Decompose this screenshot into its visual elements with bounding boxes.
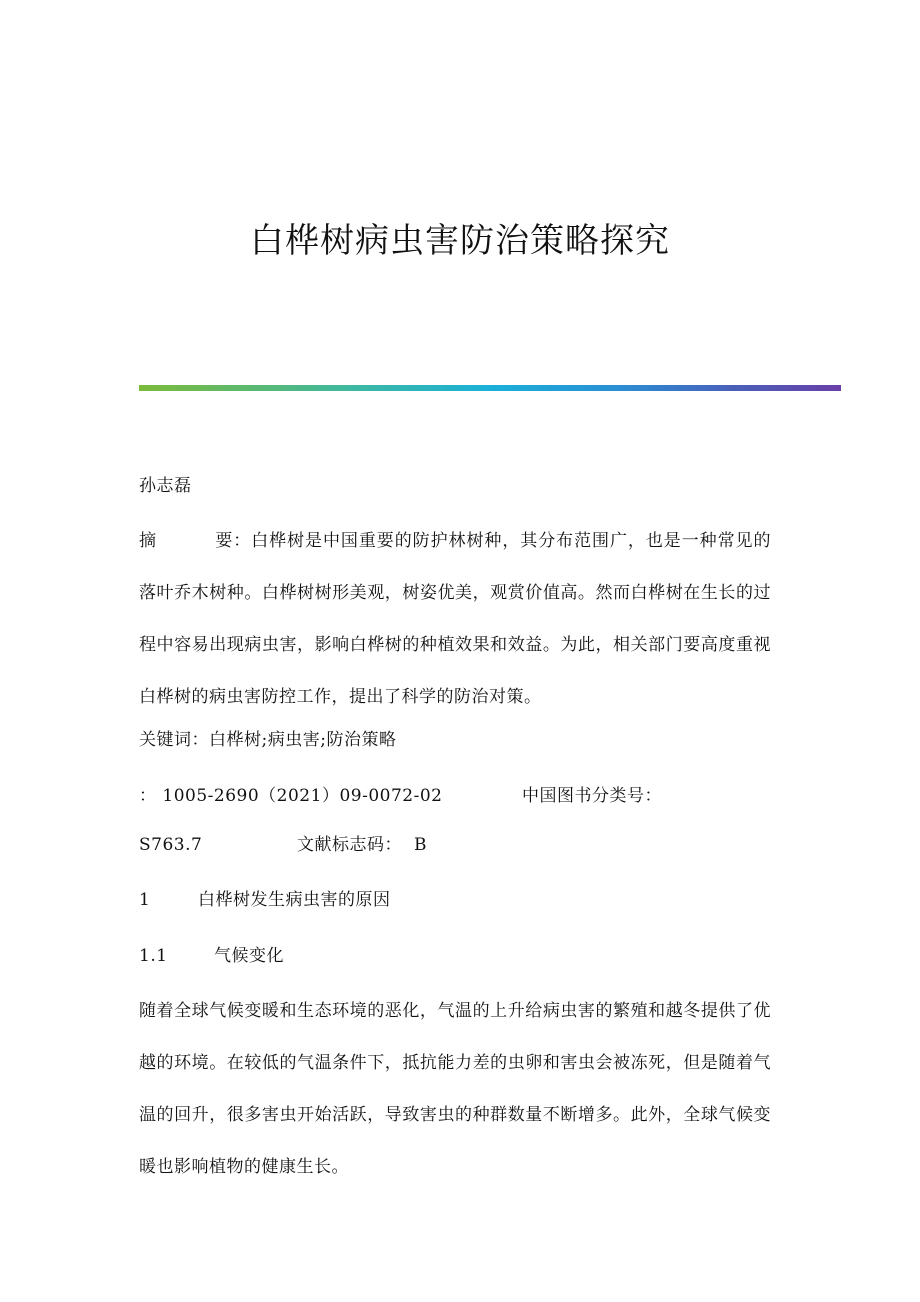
keywords-line: 关键词：白桦树;病虫害;防治策略: [139, 730, 397, 750]
abstract-text: 白桦树是中国重要的防护林树种，其分布范围广，也是一种常见的落叶乔木树种。白桦树树形美观，树姿优美，观赏价值高。然而白桦树在生长的过程中容易出现病虫害，影响白桦树的种植效果和效益。为此，相关部门要高度重视白桦树的病虫害防控工作，提出了科学的防治对策。: [139, 531, 771, 707]
section-1-1-title: 气候变化: [214, 946, 284, 966]
section-1-title: 白桦树发生病虫害的原因: [198, 890, 391, 910]
section-1-1-number: 1.1: [139, 946, 168, 966]
clc-value: S763.7: [139, 835, 203, 855]
body-paragraph: 随着全球气候变暖和生态环境的恶化，气温的上升给病虫害的繁殖和越冬提供了优越的环境。在较低的气温条件下，抵抗能力差的虫卵和害虫会被冻死，但是随着气温的回升，很多害虫开始活跃，导致害虫的种群数量不断增多。此外，全球气候变暖也影响植物的健康生长。: [139, 1001, 771, 1177]
doc-code-value: B: [414, 835, 427, 855]
clc-label: 中国图书分类号：: [522, 786, 662, 806]
document-title: 白桦树病虫害防治策略探究: [250, 221, 670, 261]
title-divider: [139, 385, 841, 391]
doc-code-label: 文献标志码：: [297, 835, 402, 855]
abstract-paragraph: [139, 515, 771, 723]
abstract-label-second: 要：: [214, 531, 252, 551]
abstract-label-first: 摘: [139, 531, 157, 551]
section-1-number: 1: [139, 890, 151, 910]
issn-line: ： 1005-2690（2021）09-0072-02: [139, 786, 443, 806]
author-name: 孙志磊: [139, 476, 192, 496]
